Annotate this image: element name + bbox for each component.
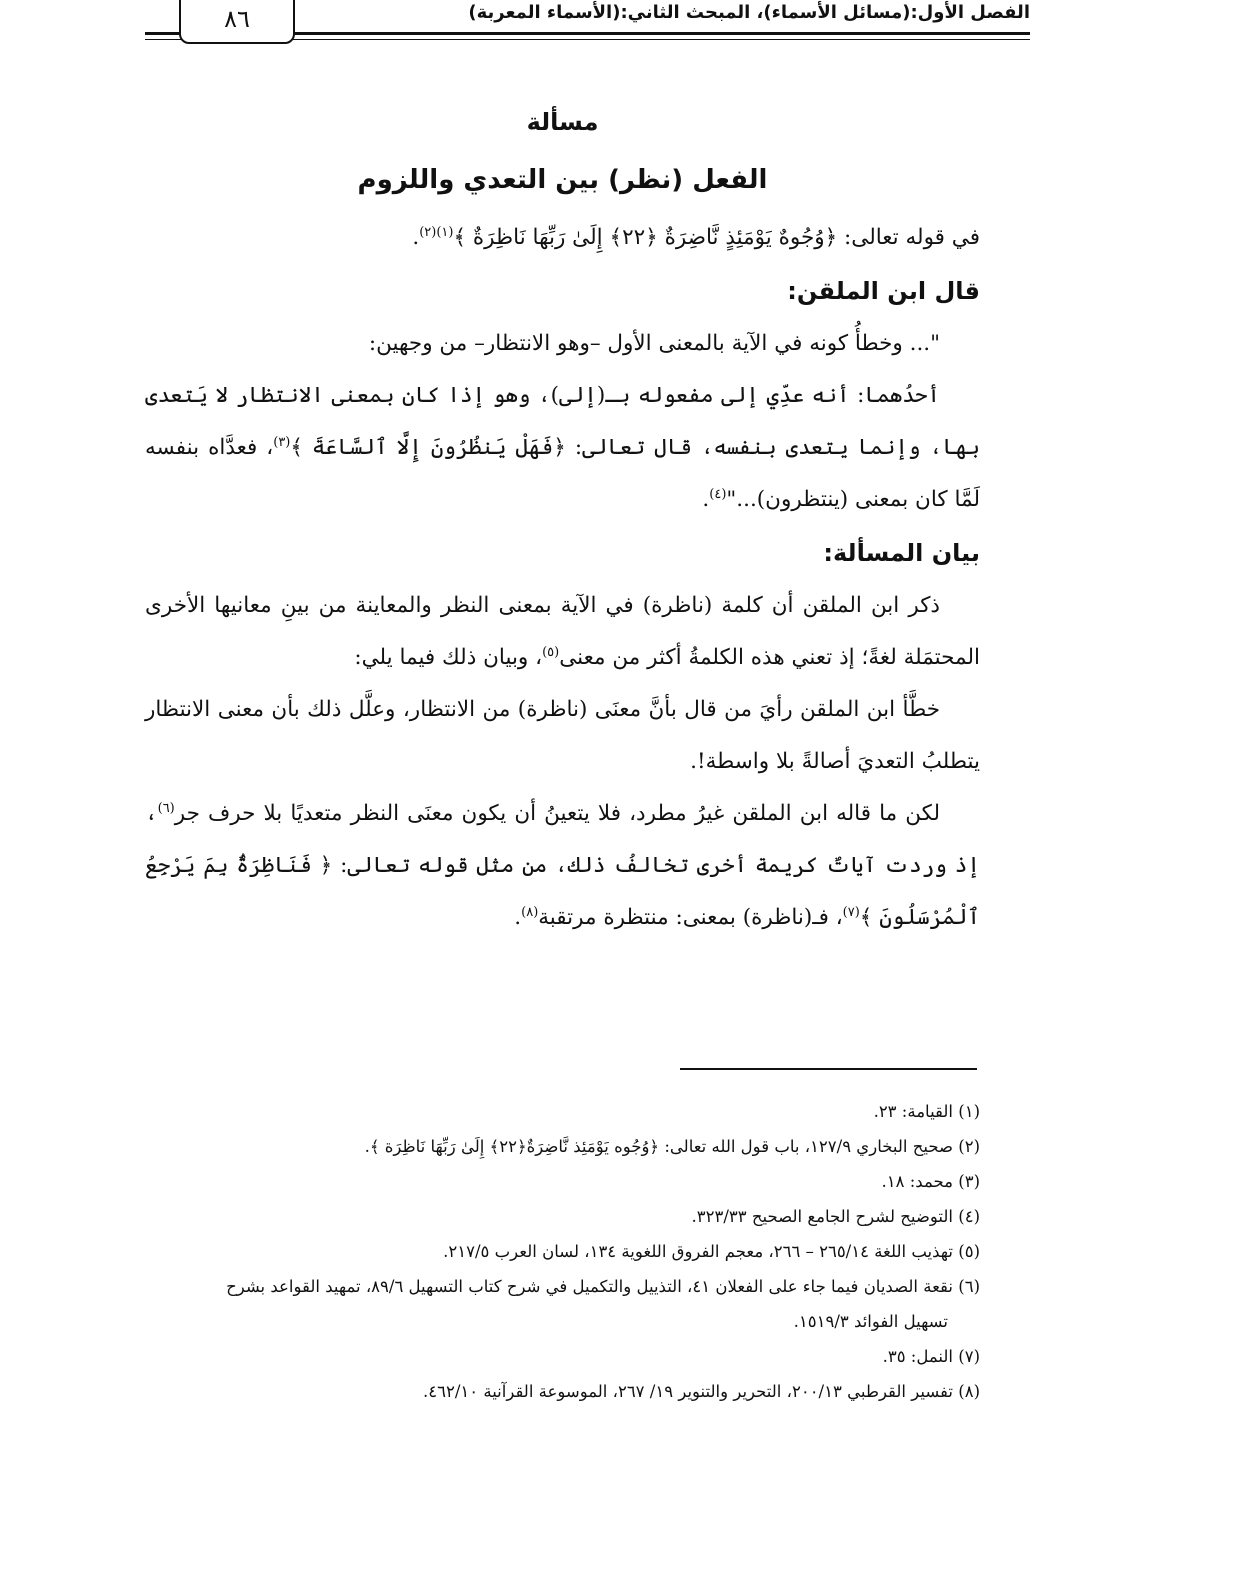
footnote-ref: (٨): [521, 904, 539, 920]
footnote-4: (٤) التوضيح لشرح الجامع الصحيح ٣٢٣/٣٣.: [691, 1207, 980, 1226]
paragraph-text: ذكر ابن الملقن أن كلمة (ناظرة) في الآية بمعنى النظر والمعاينة من بينِ معانيها الأخرى المحتمَلة لغةً؛ إذ تعني هذه الكلمةُ أكثر من معنى: [145, 593, 980, 670]
paragraph-text: أحدُهما: أنه عدِّي إلى مفعوله بـ(إلى)، وهو إذا كان بمعنى الانتظار لا يَتعدى بها، وإنما يتعدى بنفسه، قال تعالى: ﴿فَهَلْ يَنظُرُونَ إِلَّا ٱلسَّاعَةَ ﴾: [145, 383, 980, 460]
footnote-ref: (٤): [709, 486, 727, 502]
paragraph-text: ، فعدَّاه بنفسه لَمَّا كان بمعنى (ينتظرون)...": [145, 435, 980, 512]
footnote-2: (٢) صحيح البخاري ١٢٧/٩، باب قول الله تعالى: ﴿وُجُوه يَوْمَئِذ نَّاضِرَةٌ﴿٢٢﴾ إِلَىٰ رَبِّهَا نَاظِرَة ﴾.: [364, 1137, 980, 1156]
heading-issue-explanation: بيان المسألة:: [823, 539, 980, 567]
footnote-ref: (٦): [157, 800, 175, 816]
paragraph-meaning: [145, 580, 980, 684]
paragraph-text: لكن ما قاله ابن الملقن غيرُ مطرد، فلا يتعينُ أن يكون معنَى النظر متعديًا بلا حرف جر: [174, 801, 940, 826]
footnote-6: (٦) نقعة الصديان فيما جاء على الفعلان ٤١، التذييل والتكميل في شرح كتاب التسهيل ٨٩/٦، تمهيد القواعد بشرح: [226, 1277, 980, 1296]
footnote-3: (٣) محمد: ١٨.: [881, 1172, 980, 1191]
footnote-ref: (٧): [842, 904, 860, 920]
page-number: ٨٦: [179, 0, 295, 44]
section-title: مسألة: [526, 108, 599, 136]
quote-line: "... وخطأُ كونه في الآية بالمعنى الأول –وهو الانتظار– من وجهين:: [368, 331, 940, 356]
running-title: الفصل الأول:(مسائل الأسماء)، المبحث الثاني:(الأسماء المعربة): [468, 2, 1030, 23]
heading-ibn-al-mulaqqin: قال ابن الملقن:: [787, 277, 980, 305]
page-header: [145, 0, 1030, 44]
footnote-6-continued: تسهيل الفوائد ١٥١٩/٣.: [793, 1312, 948, 1331]
section-subtitle: الفعل (نظر) بين التعدي واللزوم: [357, 165, 768, 195]
footnote-5: (٥) تهذيب اللغة ٢٦٥/١٤ – ٢٦٦، معجم الفروق اللغوية ١٣٤، لسان العرب ٢١٧/٥.: [443, 1242, 980, 1261]
footnote-separator: [680, 1068, 977, 1070]
paragraph-counter-argument: [145, 788, 980, 944]
paragraph-correction: خطَّأ ابن الملقن رأيَ من قال بأنَّ معنَى (ناظرة) من الانتظار، وعلَّل ذلك بأن معنى الانتظار يتطلبُ التعديَ أصالةً بلا واسطة!.: [145, 697, 980, 774]
paragraph-text: ، وبيان ذلك فيما يلي:: [354, 645, 543, 670]
paragraph-text: ، فـ(ناظرة) بمعنى: منتظرة مرتقبة: [538, 905, 843, 930]
footnote-7: (٧) النمل: ٣٥.: [882, 1347, 980, 1366]
main-content: [145, 96, 980, 944]
footnotes: [145, 1094, 980, 1409]
verse-intro-line: في قوله تعالى: ﴿وُجُوهٌ يَوْمَئِذٍ نَّاضِرَةٌ ﴿٢٢﴾ إِلَىٰ رَبِّهَا نَاظِرَةٌ ﴾$^{(١)(٢)}$.: [412, 224, 980, 250]
paragraph-first-reason: أحدُهما: أنه عدِّي إلى مفعوله بـ(إلى)، وهو إذا كان بمعنى الانتظار لا يَتعدى بها، وإنما يتعدى بنفسه، قال تعالى: ﴿فَهَلْ يَنظُرُونَ إِلَّا ٱلسَّاعَةَ ﴾$^{(٣)}$، فعدَّاه بنفسه لَمَّا كان بمعنى (ينتظرون)..."$^{(٤)}$.: [145, 383, 980, 512]
paragraph-text: .: [514, 905, 522, 930]
paragraph-text: ، إذ وردت آياتٌ كريمة أخرى تخالفُ ذلك، من مثل قوله تعالى: ﴿ فَنَاظِرَةٌۢ بِمَ يَرْجِعُ ٱلْمُرْسَلُونَ ﴾: [145, 801, 980, 930]
footnote-ref: (١)(٢): [419, 224, 454, 240]
footnote-ref: (٣): [273, 434, 291, 450]
footnote-1: (١) القيامة: ٢٣.: [873, 1102, 980, 1121]
verse-intro: في قوله تعالى: ﴿وُجُوهٌ يَوْمَئِذٍ نَّاضِرَةٌ ﴿٢٢﴾ إِلَىٰ رَبِّهَا نَاظِرَةٌ ﴾: [453, 225, 980, 250]
footnote-8: (٨) تفسير القرطبي ٢٠٠/١٣، التحرير والتنوير ١٩/ ٢٦٧، الموسوعة القرآنية ٤٦٢/١٠.: [422, 1382, 980, 1401]
footnote-ref: (٥): [542, 644, 560, 660]
